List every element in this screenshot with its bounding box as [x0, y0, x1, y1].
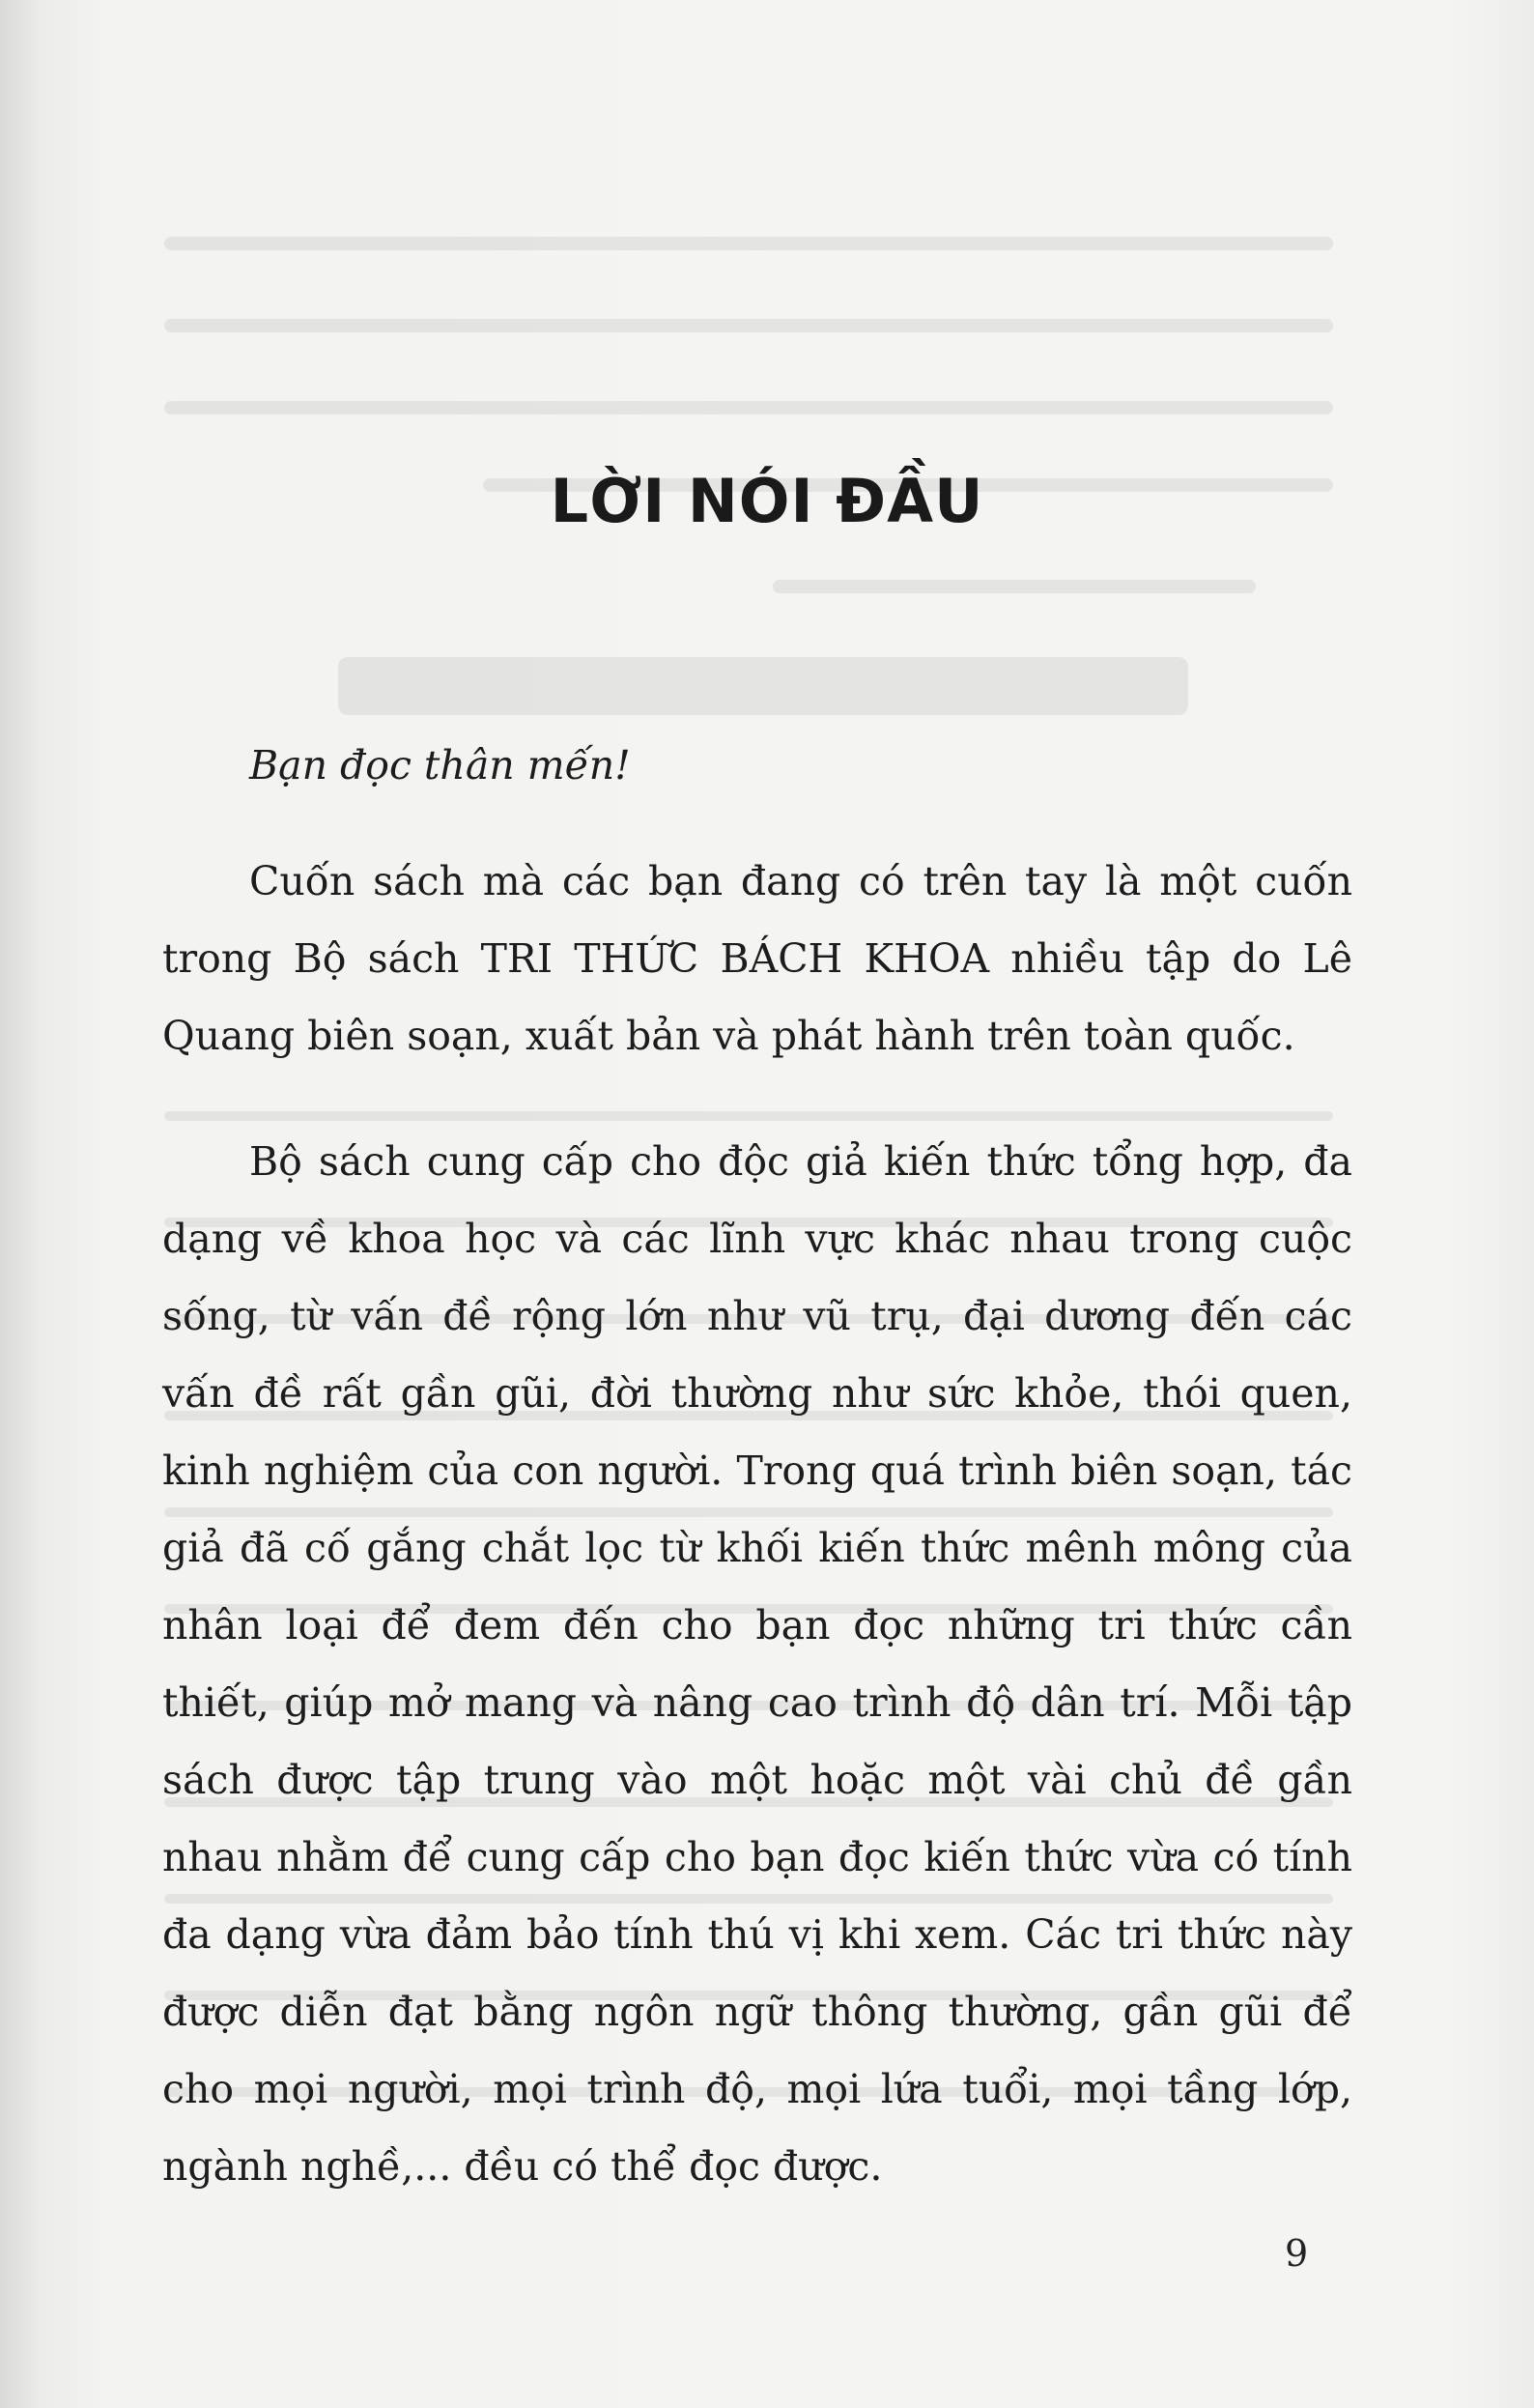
preface-body — [162, 727, 1352, 2253]
greeting-line: Bạn đọc thân mến! — [249, 742, 631, 788]
paragraph-1: Cuốn sách mà các bạn đang có trên tay là một cuốn trong Bộ sách TRI THỨC BÁCH KHOA nhiều tập do Lê Quang biên soạn, xuất bản và phát hành trên toàn quốc. — [162, 858, 1352, 1059]
page-title: LỜI NÓI ĐẦU — [550, 465, 984, 536]
paragraph-2: Bộ sách cung cấp cho độc giả kiến thức tổng hợp, đa dạng về khoa học và các lĩnh vực khác nhau trong cuộc sống, từ vấn đề rộng lớn như vũ trụ, đại dương đến các vấn đề rất gần gũi, đời thường như sức khỏe, thói quen, kinh nghiệm của con người. Trong quá trình biên soạn, tác giả đã cố gắng chắt lọc từ khối kiến thức mênh mông của nhân loại để đem đến cho bạn đọc những tri thức cần thiết, giúp mở mang và nâng cao trình độ dân trí. Mỗi tập sách được tập trung vào một hoặc một vài chủ đề gần nhau nhằm để cung cấp cho bạn đọc kiến thức vừa có tính đa dạng vừa đảm bảo tính thú vị khi xem. Các tri thức này được diễn đạt bằng ngôn ngữ thông thường, gần gũi để cho mọi người, mọi trình độ, mọi lứa tuổi, mọi tầng lớp, ngành nghề,... đều có thể đọc được. — [162, 1138, 1352, 2190]
page-number: 9 — [1285, 2232, 1309, 2275]
